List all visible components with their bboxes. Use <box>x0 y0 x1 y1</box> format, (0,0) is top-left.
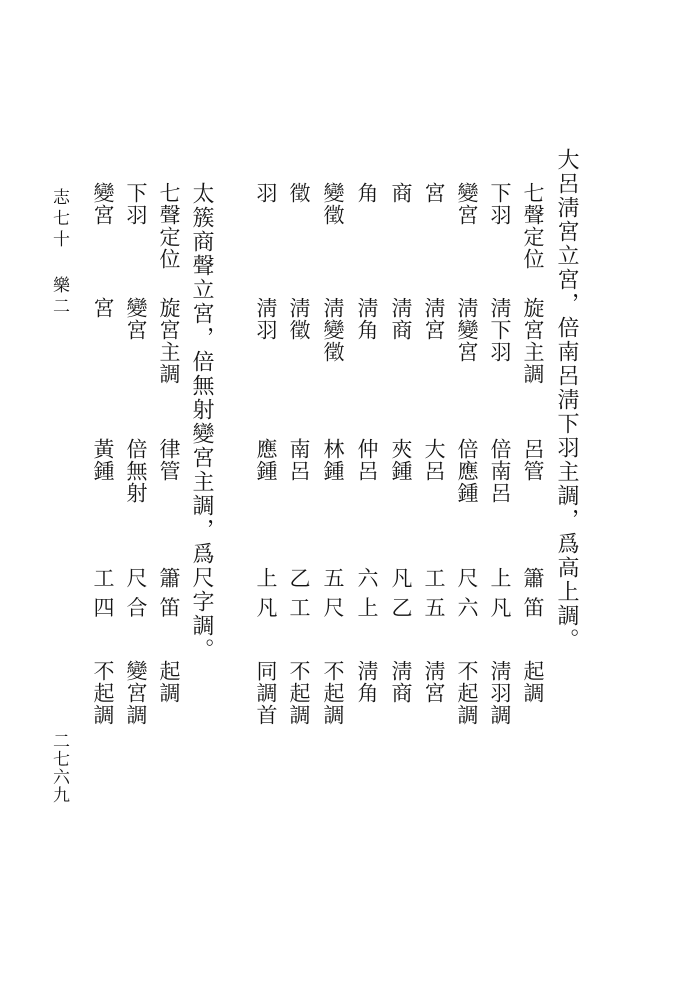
s2-header-mode: 旋宮主調 <box>157 297 181 385</box>
s1-row2-note: 不起調 <box>455 660 479 726</box>
s1-row1-note: 淸羽調 <box>488 660 512 726</box>
s2-row2-name: 變宮 <box>91 182 115 226</box>
s2-row1-name: 下羽 <box>124 182 148 226</box>
s1-row5-pipe: 仲呂 <box>355 438 379 482</box>
s1-row7-pipe: 南呂 <box>287 438 311 482</box>
s1-header-name: 七聲定位 <box>521 182 545 270</box>
s1-row3-mode: 淸宮 <box>422 297 446 341</box>
s1-row3-name: 宮 <box>422 182 446 204</box>
s1-row8-flute: 上 凡 <box>254 567 278 619</box>
s1-row4-mode: 淸商 <box>389 297 413 341</box>
s2-row2-mode: 宮 <box>91 297 115 319</box>
s1-header-pipe: 呂管 <box>521 438 545 482</box>
s1-row8-note: 同調首 <box>254 660 278 726</box>
section2-heading: 太簇商聲立宮，倍無射變宮主調，爲尺字調。 <box>189 182 214 662</box>
s2-row2-flute: 工 四 <box>91 567 115 619</box>
s1-row5-name: 角 <box>355 182 379 204</box>
s1-row1-pipe: 倍南呂 <box>488 438 512 504</box>
s1-row3-flute: 工 五 <box>422 567 446 619</box>
s1-row1-mode: 淸下羽 <box>488 297 512 363</box>
s1-header-flute: 簫 笛 <box>521 567 545 619</box>
s1-row2-pipe: 倍應鍾 <box>455 438 479 504</box>
s1-row5-note: 淸角 <box>355 660 379 704</box>
page-number: 二七六九 <box>49 732 69 804</box>
s1-row4-note: 淸商 <box>389 660 413 704</box>
s2-row2-note: 不起調 <box>91 660 115 726</box>
s1-row7-flute: 乙 工 <box>287 567 311 619</box>
s2-row1-mode: 變宮 <box>124 297 148 341</box>
s2-header-name: 七聲定位 <box>157 182 181 270</box>
s1-row5-flute: 六 上 <box>355 567 379 619</box>
s1-row4-name: 商 <box>389 182 413 204</box>
s1-row7-mode: 淸徵 <box>287 297 311 341</box>
s1-row7-note: 不起調 <box>287 660 311 726</box>
s1-row2-mode: 淸變宮 <box>455 297 479 363</box>
margin-volume: 樂二 <box>49 276 69 318</box>
s1-row5-mode: 淸角 <box>355 297 379 341</box>
s2-row1-pipe: 倍無射 <box>124 438 148 504</box>
s1-row2-flute: 尺 六 <box>455 567 479 619</box>
s1-row3-note: 淸宮 <box>422 660 446 704</box>
s1-row6-pipe: 林鍾 <box>321 438 345 482</box>
s1-row1-name: 下羽 <box>488 182 512 226</box>
s1-row6-note: 不起調 <box>321 660 345 726</box>
s1-row6-mode: 淸變徵 <box>321 297 345 363</box>
s1-row2-name: 變宮 <box>455 182 479 226</box>
s2-header-flute: 簫 笛 <box>157 567 181 619</box>
s1-row3-pipe: 大呂 <box>422 438 446 482</box>
s2-row1-note: 變宮調 <box>124 660 148 726</box>
s1-header-note: 起調 <box>521 660 545 704</box>
s2-row1-flute: 尺 合 <box>124 567 148 619</box>
s1-row1-flute: 上 凡 <box>488 567 512 619</box>
s1-row7-name: 徵 <box>287 182 311 204</box>
s1-row6-name: 變徵 <box>321 182 345 226</box>
margin-title: 志七十 <box>49 188 69 251</box>
section1-heading: 大呂淸宮立宮，倍南呂淸下羽主調，爲高上調。 <box>554 148 579 652</box>
s2-row2-pipe: 黃鍾 <box>91 438 115 482</box>
s1-row4-pipe: 夾鍾 <box>389 438 413 482</box>
s2-header-note: 起調 <box>157 660 181 704</box>
s1-row8-name: 羽 <box>254 182 278 204</box>
s1-header-mode: 旋宮主調 <box>521 297 545 385</box>
s1-row4-flute: 凡 乙 <box>389 567 413 619</box>
s2-header-pipe: 律管 <box>157 438 181 482</box>
s1-row8-mode: 淸羽 <box>254 297 278 341</box>
s1-row6-flute: 五 尺 <box>321 567 345 619</box>
s1-row8-pipe: 應鍾 <box>254 438 278 482</box>
